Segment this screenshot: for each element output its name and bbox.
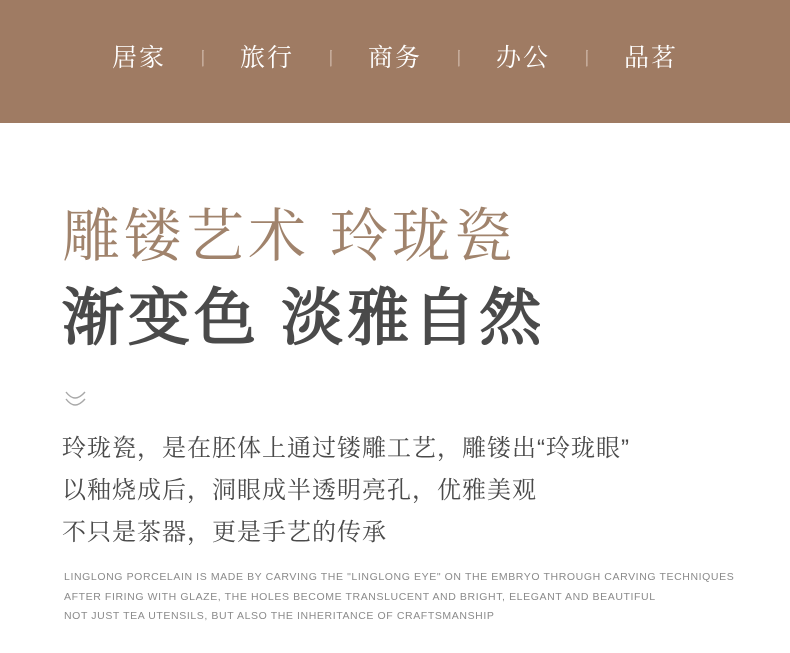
body-chinese-line: 不只是茶器，更是手艺的传承: [62, 519, 387, 546]
wave-divider-icon: [64, 388, 108, 410]
nav-item-office[interactable]: 办公: [496, 44, 551, 72]
nav-item-tea-tasting[interactable]: 品茗: [624, 44, 679, 72]
nav-item-home[interactable]: 居家: [111, 44, 166, 72]
nav-separator-icon: 丨: [578, 48, 597, 69]
body-english: [64, 568, 764, 627]
body-chinese-line: 以釉烧成后，洞眼成半透明亮孔，优雅美观: [62, 477, 537, 504]
body-chinese: [62, 428, 762, 554]
category-nav-list: [84, 46, 706, 71]
nav-separator-icon: 丨: [450, 48, 468, 69]
nav-separator-icon: 丨: [193, 48, 212, 69]
headline-primary: 雕镂艺术 玲珑瓷: [62, 204, 517, 269]
nav-item-business[interactable]: 商务: [367, 44, 422, 72]
nav-item-travel[interactable]: 旅行: [239, 44, 294, 72]
body-english-line: AFTER FIRING WITH GLAZE, THE HOLES BECOME TRANSLUCENT AND BRIGHT, ELEGANT AND BEAUTIFUL: [64, 590, 656, 603]
headline-secondary: 渐变色 淡雅自然: [62, 284, 546, 353]
body-chinese-line: 玲珑瓷，是在胚体上通过镂雕工艺，雕镂出“玲珑眼”: [62, 435, 630, 462]
body-english-line: NOT JUST TEA UTENSILS, BUT ALSO THE INHERITANCE OF CRAFTSMANSHIP: [64, 610, 495, 622]
nav-separator-icon: 丨: [321, 48, 340, 69]
promo-content: [0, 123, 790, 653]
body-english-line: LINGLONG PORCELAIN IS MADE BY CARVING THE "LINGLONG EYE" ON THE EMBRYO THROUGH CARVING TECHNIQUES: [64, 571, 735, 583]
category-nav-band: [0, 0, 790, 123]
